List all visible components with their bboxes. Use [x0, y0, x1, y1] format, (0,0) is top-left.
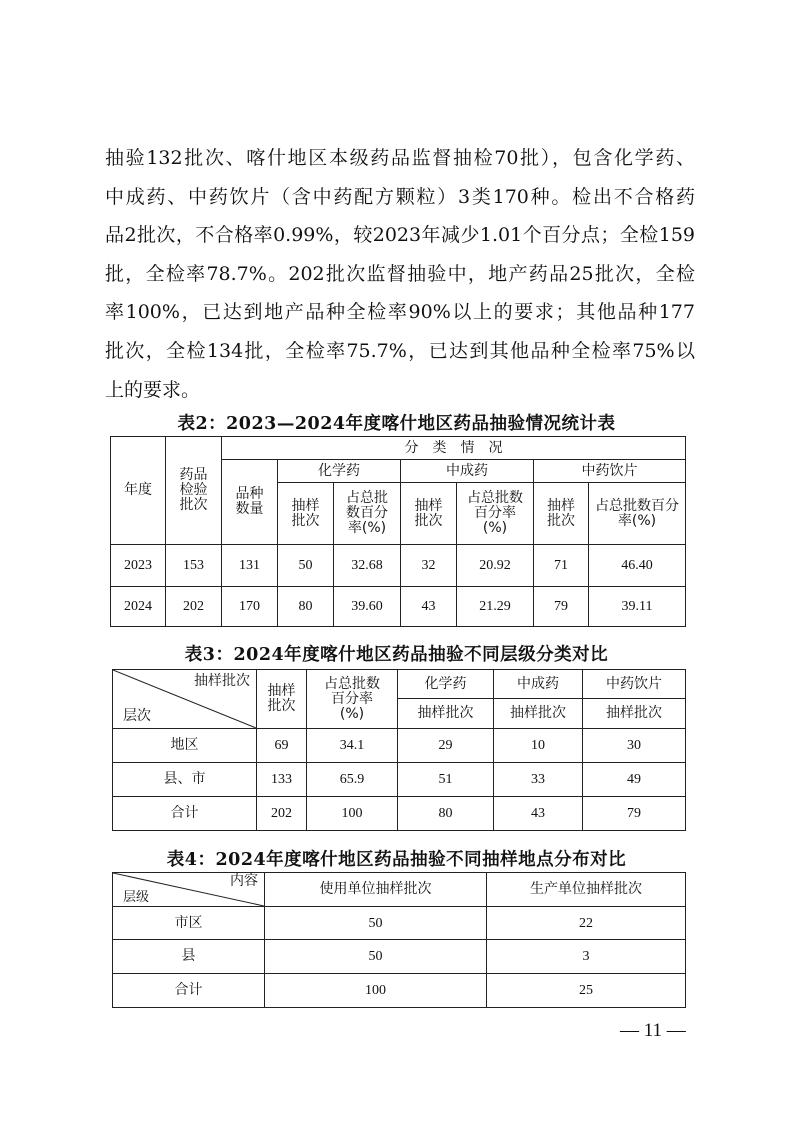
table-row: [113, 797, 686, 831]
paragraph-line: 品2批次，不合格率0.99%，较2023年减少1.01个百分点；全检159: [105, 224, 695, 247]
table-cell: 202: [257, 797, 307, 831]
table-cell: 34.1: [307, 729, 398, 763]
table-cell: 合计: [113, 797, 257, 831]
table-cell: 100: [265, 974, 487, 1008]
table-cell: 22: [487, 907, 686, 940]
table-cell: 80: [278, 587, 334, 627]
table-cell: 202: [166, 587, 222, 627]
table-cell: 29: [398, 729, 494, 763]
header-sample-batches: 抽样批次: [401, 483, 457, 545]
header-inspection-batches: 药品检验批次: [166, 437, 222, 545]
header-percentage: 占总批数百分率(%): [457, 483, 534, 545]
table-cell: 2023: [111, 545, 166, 587]
header-patent: 中成药: [401, 460, 534, 483]
header-percentage: 占总批数百分率(%): [334, 483, 401, 545]
header-sample-batches: 抽样批次: [583, 699, 686, 729]
table-cell: 51: [398, 763, 494, 797]
table-cell: 170: [222, 587, 278, 627]
diagonal-header-top: 抽样批次: [194, 673, 250, 689]
diagonal-header-bottom: 层次: [123, 708, 151, 724]
table-cell: 39.11: [589, 587, 686, 627]
table-cell: 32: [401, 545, 457, 587]
table-cell: 133: [257, 763, 307, 797]
table-row: [111, 545, 686, 587]
table-cell: 131: [222, 545, 278, 587]
table-cell: 县、市: [113, 763, 257, 797]
table3-caption: 表3：2024年度喀什地区药品抽验不同层级分类对比: [184, 645, 609, 665]
header-percentage: 占总批数百分率(%): [589, 483, 686, 545]
table-cell: 10: [494, 729, 583, 763]
table-cell: 43: [401, 587, 457, 627]
table2: [110, 436, 686, 627]
diagonal-header-bottom: 层级: [123, 890, 150, 905]
paragraph-line: 批，全检率78.7%。202批次监督抽验中，地产药品25批次，全检: [105, 262, 695, 285]
table3: [112, 669, 686, 831]
table-cell: 80: [398, 797, 494, 831]
table-cell: 39.60: [334, 587, 401, 627]
table-row: [113, 907, 686, 940]
diagonal-header-top: 内容: [230, 873, 258, 889]
table-cell: 50: [265, 940, 487, 974]
paragraph-line: 批次，全检134批，全检率75.7%，已达到其他品种全检率75%以: [105, 339, 695, 362]
header-chemical: 化学药: [398, 670, 494, 699]
table-cell: 21.29: [457, 587, 534, 627]
table-cell: 49: [583, 763, 686, 797]
header-producer-units: 生产单位抽样批次: [487, 873, 686, 907]
table-row: [113, 729, 686, 763]
table-cell: 79: [534, 587, 589, 627]
table-cell: 50: [265, 907, 487, 940]
header-sample-batches: 抽样批次: [398, 699, 494, 729]
table-row: [113, 974, 686, 1008]
header-varieties: 品种数量: [222, 460, 278, 545]
paragraph-line: 上的要求。: [105, 378, 201, 401]
table-cell: 79: [583, 797, 686, 831]
header-herbal: 中药饮片: [583, 670, 686, 699]
table-cell: 30: [583, 729, 686, 763]
table-cell: 合计: [113, 974, 265, 1008]
diagonal-header: [113, 873, 265, 907]
table-cell: 100: [307, 797, 398, 831]
header-herbal: 中药饮片: [534, 460, 686, 483]
table-cell: 46.40: [589, 545, 686, 587]
body-paragraph: [105, 139, 695, 409]
table-cell: 3: [487, 940, 686, 974]
table-cell: 25: [487, 974, 686, 1008]
diagonal-header: [113, 670, 257, 729]
table-row: [113, 940, 686, 974]
table-cell: 32.68: [334, 545, 401, 587]
table-row: [111, 587, 686, 627]
paragraph-line: 中成药、中药饮片（含中药配方颗粒）3类170种。检出不合格药: [105, 185, 695, 208]
table-cell: 地区: [113, 729, 257, 763]
header-sample-batches: 抽样批次: [494, 699, 583, 729]
page-number: — 11 —: [620, 1020, 686, 1041]
table-cell: 50: [278, 545, 334, 587]
header-user-units: 使用单位抽样批次: [265, 873, 487, 907]
table4: [112, 872, 686, 1008]
table-cell: 153: [166, 545, 222, 587]
table-cell: 县: [113, 940, 265, 974]
table2-caption: 表2：2023—2024年度喀什地区药品抽验情况统计表: [177, 414, 616, 434]
paragraph-line: 率100%，已达到地产品种全检率90%以上的要求；其他品种177: [105, 301, 695, 324]
header-sample-batches: 抽样批次: [534, 483, 589, 545]
table-cell: 69: [257, 729, 307, 763]
header-year: 年度: [111, 437, 166, 545]
table-cell: 20.92: [457, 545, 534, 587]
table-cell: 市区: [113, 907, 265, 940]
header-sample-batches: 抽样批次: [257, 670, 307, 729]
header-sample-batches: 抽样批次: [278, 483, 334, 545]
header-chemical: 化学药: [278, 460, 401, 483]
table-cell: 2024: [111, 587, 166, 627]
table-cell: 33: [494, 763, 583, 797]
table4-caption: 表4：2024年度喀什地区药品抽验不同抽样地点分布对比: [166, 850, 627, 870]
table-row: [113, 763, 686, 797]
paragraph-line: 抽验132批次、喀什地区本级药品监督抽检70批），包含化学药、: [105, 147, 695, 169]
header-category: 分 类 情 况: [222, 437, 686, 460]
table-cell: 71: [534, 545, 589, 587]
table-cell: 43: [494, 797, 583, 831]
table-cell: 65.9: [307, 763, 398, 797]
header-patent: 中成药: [494, 670, 583, 699]
header-percentage: 占总批数百分率(%): [307, 670, 398, 729]
